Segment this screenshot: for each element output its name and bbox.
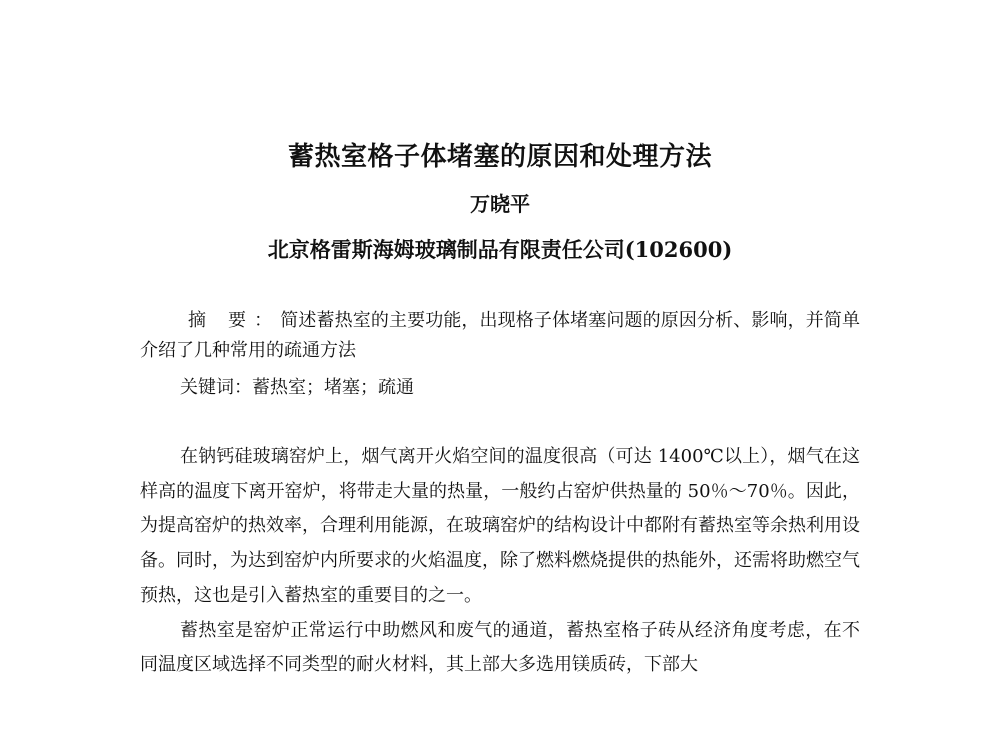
keywords-text: 蓄热室；堵塞；疏通: [252, 377, 414, 398]
body-paragraph-1: 在钠钙硅玻璃窑炉上，烟气离开火焰空间的温度很高（可达 1400℃以上），烟气在这样高的温度下离开窑炉，将带走大量的热量，一般约占窑炉供热量的 50％～70％。因此，为提高窑炉的热效率，合理利用能源，在玻璃窑炉的结构设计中都附有蓄热室等余热利用设备。同时，为达到窑炉内所要求的火焰温度，除了燃料燃烧提供的热能外，还需将助燃空气预热，这也是引入蓄热室的重要目的之一。: [140, 446, 860, 606]
body-paragraph-2: 蓄热室是窑炉正常运行中助燃风和废气的通道，蓄热室格子砖从经济角度考虑，在不同温度区域选择不同类型的耐火材料，其上部大多选用镁质砖，下部大: [140, 619, 860, 676]
paper-affiliation: 北京格雷斯海姆玻璃制品有限责任公司(102600): [267, 237, 733, 262]
abstract: [140, 306, 860, 366]
paper-author: 万晓平: [470, 192, 530, 216]
keywords-label: 关键词：: [180, 377, 252, 398]
keywords: [180, 374, 414, 402]
abstract-label: 摘 要：: [188, 310, 281, 331]
abstract-text: 简述蓄热室的主要功能，出现格子体堵塞问题的原因分析、影响，并简单介绍了几种常用的疏通方法: [140, 310, 860, 361]
paper-title: 蓄热室格子体堵塞的原因和处理方法: [287, 142, 712, 172]
body-text: [140, 440, 860, 683]
